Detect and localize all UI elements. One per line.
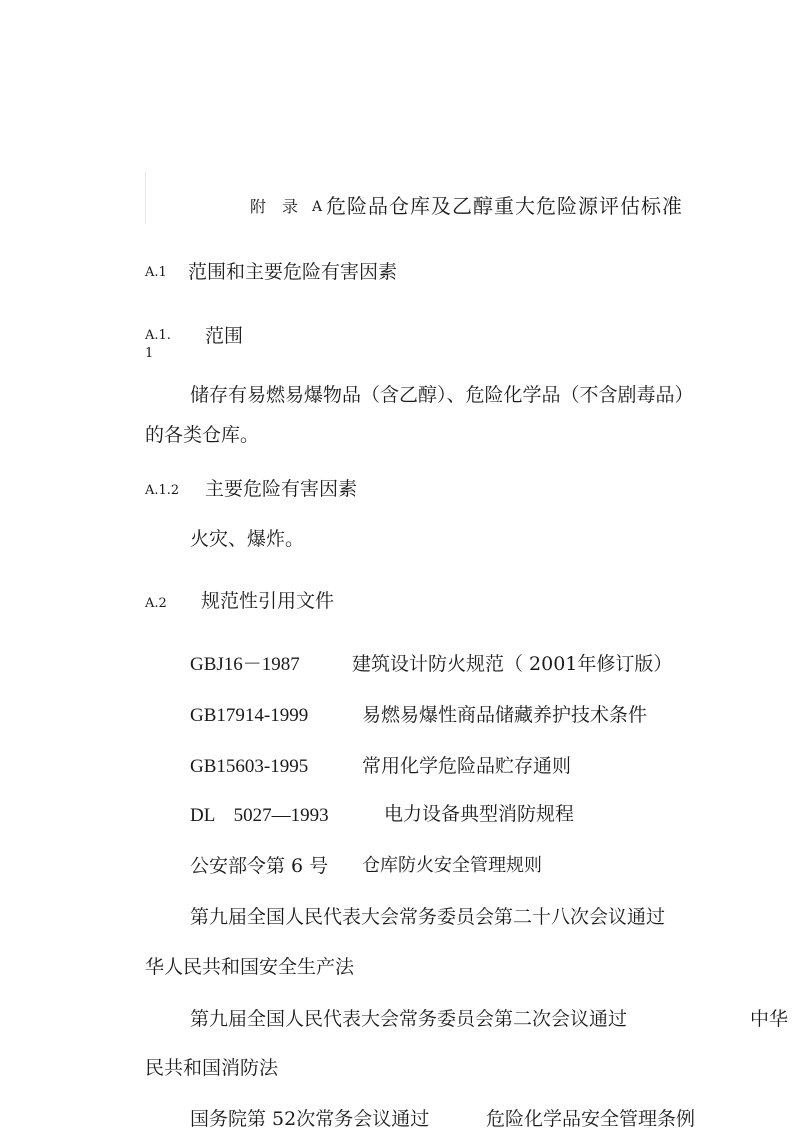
section-number-a2: A.2 xyxy=(145,596,167,611)
paragraph-a11-line1: 储存有易燃易爆物品（含乙醇）、危险化学品（不含剧毒品） xyxy=(190,384,694,406)
page-edge-line xyxy=(145,172,146,224)
law-name-fragment: 中华 xyxy=(750,1008,789,1030)
section-number-a11-line2: 1 xyxy=(145,346,154,361)
section-title-a11: 范围 xyxy=(205,325,244,347)
paragraph-a12: 火灾、爆炸。 xyxy=(190,528,305,550)
section-number-a12: A.1.2 xyxy=(145,483,180,498)
section-title-a2: 规范性引用文件 xyxy=(201,590,335,612)
section-number-a1: A.1 xyxy=(145,265,167,280)
document-title: 危险品仓库及乙醇重大危险源评估标准 xyxy=(326,194,683,218)
law-passage-line: 第九届全国人民代表大会常务委员会第二次会议通过 xyxy=(190,1008,628,1030)
law-passage-line: 国务院第 52次常务会议通过 xyxy=(190,1108,430,1130)
reference-name: 常用化学危险品贮存通则 xyxy=(362,755,572,777)
reference-name: 仓库防火安全管理规则 xyxy=(362,855,542,876)
reference-code: 公安部令第 6 号 xyxy=(190,855,329,877)
reference-code: GBJ16－1987 xyxy=(190,654,300,675)
law-name-line: 民共和国消防法 xyxy=(145,1057,279,1079)
appendix-letter: A xyxy=(312,199,323,215)
law-name-line: 危险化学品安全管理条例 xyxy=(486,1108,696,1130)
reference-code: GB15603-1995 xyxy=(190,756,309,777)
appendix-label: 附 录 xyxy=(250,197,299,216)
section-title-a1: 范围和主要危险有害因素 xyxy=(188,261,398,283)
reference-name: 易燃易爆性商品储藏养护技术条件 xyxy=(362,704,648,726)
law-name-line: 华人民共和国安全生产法 xyxy=(145,956,355,978)
reference-name: 电力设备典型消防规程 xyxy=(384,803,575,825)
paragraph-a11-line2: 的各类仓库。 xyxy=(145,424,260,446)
reference-code: GB17914-1999 xyxy=(190,705,309,726)
law-passage-line: 第九届全国人民代表大会常务委员会第二十八次会议通过 xyxy=(190,906,666,928)
section-number-a11-line1: A.1. xyxy=(145,328,171,343)
reference-code: DL 5027—1993 xyxy=(190,805,329,826)
section-title-a12: 主要危险有害因素 xyxy=(205,478,358,500)
reference-name: 建筑设计防火规范（ 2001年修订版） xyxy=(352,653,673,675)
